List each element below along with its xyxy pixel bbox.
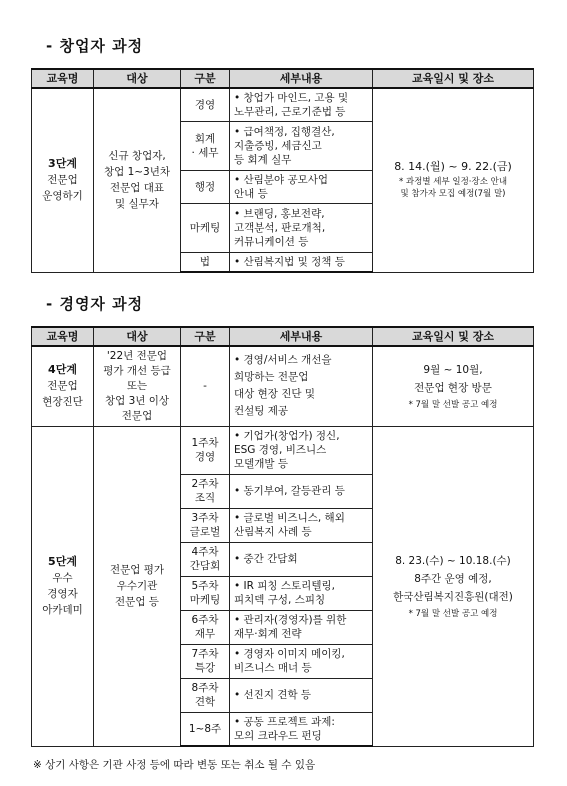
- category-label: 마케팅: [189, 594, 221, 606]
- level-line: 경영자: [47, 588, 78, 600]
- category-label: 회계: [194, 132, 216, 145]
- category-cell: [181, 542, 230, 576]
- detail-line: • IR 피칭 스토리텔링,: [234, 580, 335, 592]
- schedule-note: * 7월 말 선발 공고 예정: [408, 400, 498, 411]
- target-line: 우수기관: [116, 580, 158, 592]
- detail-cell: [230, 508, 373, 542]
- category-label: 마케팅: [189, 221, 221, 234]
- detail-line: 재무·회계 전략: [234, 628, 302, 640]
- detail-cell: [230, 88, 373, 121]
- detail-line: 모델개발 등: [234, 458, 289, 470]
- category-label: 6주차: [191, 614, 219, 626]
- detail-line: • 산림분야 공모사업: [234, 173, 329, 186]
- target-line: '22년 전문업: [106, 349, 168, 362]
- level-line: 전문업: [47, 174, 78, 187]
- table-row: [32, 88, 534, 121]
- category-label: 2주차: [191, 478, 219, 490]
- target-cell: [94, 426, 181, 746]
- schedule-dates: 8. 14.(월) ~ 9. 22.(금): [394, 160, 512, 174]
- target-line: 또는: [126, 379, 148, 392]
- category-cell: [181, 508, 230, 542]
- category-cell: [181, 712, 230, 746]
- level-label: 4단계: [48, 363, 77, 377]
- category-cell: [181, 346, 230, 426]
- category-label: 8주차: [191, 682, 219, 694]
- category-label: 행정: [194, 180, 216, 193]
- detail-line: • 공동 프로젝트 과제:: [234, 715, 335, 728]
- header-category: 구분: [181, 327, 230, 346]
- category-cell: [181, 474, 230, 508]
- detail-line: 피치덱 구성, 스피칭: [234, 594, 326, 606]
- category-cell: [181, 252, 230, 272]
- schedule-note: 및 참가자 모집 예정(7월 말): [400, 189, 506, 200]
- level-line: 운영하기: [42, 190, 83, 203]
- table-header-row: [32, 69, 534, 88]
- schedule-line: 9월 ~ 10월,: [423, 364, 483, 377]
- table-row: [32, 346, 534, 426]
- startup-course-table: [31, 68, 534, 273]
- category-label: 4주차: [191, 546, 219, 558]
- detail-line: 커뮤니케이션 등: [234, 235, 309, 248]
- detail-line: • 창업가 마인드, 고용 및: [234, 91, 349, 104]
- detail-line: 대상 현장 진단 및: [234, 388, 316, 401]
- level-label: 5단계: [48, 555, 77, 568]
- category-cell: [181, 610, 230, 644]
- category-cell: [181, 644, 230, 678]
- section-title-manager: - 경영자 과정: [46, 295, 144, 313]
- category-cell: [181, 203, 230, 252]
- category-label: 1~8주: [188, 722, 222, 735]
- schedule-line: 전문업 현장 방문: [414, 382, 492, 395]
- target-line: 전문업 대표: [109, 182, 165, 195]
- detail-line: 컨설팅 제공: [234, 405, 289, 418]
- target-cell: [94, 88, 181, 272]
- header-schedule: 교육일시 및 장소: [373, 69, 534, 88]
- detail-line: 등 회계 실무: [234, 153, 292, 166]
- detail-line: • 경영/서비스 개선을: [234, 354, 332, 367]
- schedule-note: * 7월 말 선발 공고 예정: [408, 609, 498, 619]
- detail-line: 산림복지 사례 등: [234, 526, 312, 538]
- category-label: 경영: [194, 98, 216, 111]
- category-cell: [181, 426, 230, 474]
- detail-cell: [230, 346, 373, 426]
- header-details: 세부내용: [230, 69, 373, 88]
- detail-line: 안내 등: [234, 187, 268, 200]
- target-line: 창업 1~3년차: [103, 166, 171, 179]
- category-label: 글로벌: [189, 526, 221, 538]
- level-line: 우수: [52, 572, 73, 584]
- detail-cell: [230, 678, 373, 712]
- target-cell: [94, 346, 181, 426]
- category-cell: [181, 170, 230, 203]
- course-level-cell: [32, 346, 94, 426]
- category-label: · 세무: [191, 146, 219, 159]
- detail-line: 지출증빙, 세금신고: [234, 139, 322, 152]
- header-target: 대상: [94, 69, 181, 88]
- detail-cell: [230, 610, 373, 644]
- schedule-cell: [373, 88, 534, 272]
- schedule-cell: [373, 426, 534, 746]
- category-label: 재무: [194, 628, 216, 640]
- target-line: 및 실무자: [115, 198, 159, 211]
- detail-cell: [230, 203, 373, 252]
- header-course-name: 교육명: [32, 69, 94, 88]
- target-line: 전문업: [121, 409, 153, 422]
- target-line: 전문업 평가: [109, 564, 165, 576]
- table-row: [32, 426, 534, 474]
- detail-line: • 중간 간담회: [234, 553, 298, 565]
- detail-line: • 글로벌 비즈니스, 해외: [234, 512, 345, 524]
- course-level-cell: [32, 426, 94, 746]
- category-cell: [181, 88, 230, 121]
- header-course-name: 교육명: [32, 327, 94, 346]
- category-label: -: [203, 380, 207, 393]
- header-target: 대상: [94, 327, 181, 346]
- category-cell: [181, 576, 230, 610]
- detail-cell: [230, 252, 373, 272]
- level-line: 전문업: [47, 380, 78, 393]
- schedule-cell: [373, 346, 534, 426]
- category-label: 법: [199, 255, 211, 268]
- detail-cell: [230, 426, 373, 474]
- detail-line: • 브랜딩, 홍보전략,: [234, 207, 325, 220]
- category-cell: [181, 121, 230, 170]
- category-label: 1주차: [191, 437, 219, 449]
- level-line: 아카데미: [42, 604, 83, 616]
- header-details: 세부내용: [230, 327, 373, 346]
- detail-line: 모의 크라우드 펀딩: [234, 729, 322, 742]
- detail-line: 노무관리, 근로기준법 등: [234, 105, 346, 118]
- level-label: 3단계: [48, 157, 77, 171]
- table-header-row: [32, 327, 534, 346]
- detail-cell: [230, 644, 373, 678]
- schedule-line: 8. 23.(수) ~ 10.18.(수): [395, 555, 511, 567]
- manager-course-table: [31, 326, 534, 747]
- level-line: 현장진단: [42, 396, 83, 409]
- target-line: 전문업 등: [115, 596, 159, 608]
- category-label: 7주차: [191, 648, 219, 660]
- target-line: 신규 창업자,: [108, 150, 166, 163]
- target-line: 창업 3년 이상: [104, 394, 170, 407]
- target-line: 평가 개선 등급: [103, 364, 171, 377]
- header-category: 구분: [181, 69, 230, 88]
- category-label: 간담회: [189, 560, 221, 572]
- detail-line: 고객분석, 판로개척,: [234, 221, 326, 234]
- category-cell: [181, 678, 230, 712]
- detail-line: • 경영자 이미지 메이킹,: [234, 648, 345, 660]
- detail-line: • 기업가(창업가) 정신,: [234, 430, 340, 442]
- detail-line: • 선진지 견학 등: [234, 689, 312, 701]
- detail-line: • 동기부여, 갈등관리 등: [234, 485, 345, 497]
- detail-cell: [230, 576, 373, 610]
- footer-note: ※ 상기 사항은 기관 사정 등에 따라 변동 또는 취소 될 수 있음: [33, 759, 316, 771]
- detail-cell: [230, 170, 373, 203]
- detail-line: • 급여책정, 집행결산,: [234, 125, 335, 138]
- header-schedule: 교육일시 및 장소: [373, 327, 534, 346]
- schedule-note: * 과정별 세부 일정·장소 안내: [398, 177, 508, 188]
- category-label: 특강: [194, 662, 216, 674]
- course-level-cell: [32, 88, 94, 272]
- detail-cell: [230, 542, 373, 576]
- schedule-line: 8주간 운영 예정,: [414, 573, 492, 585]
- detail-line: • 산림복지법 및 정책 등: [234, 255, 345, 268]
- category-label: 3주차: [191, 512, 219, 524]
- category-label: 경영: [194, 451, 216, 463]
- category-label: 5주차: [191, 580, 219, 592]
- schedule-line: 한국산림복지진흥원(대전): [393, 591, 513, 603]
- detail-line: • 관리자(경영자)를 위한: [234, 614, 347, 626]
- detail-cell: [230, 474, 373, 508]
- category-label: 조직: [194, 492, 216, 504]
- category-label: 견학: [194, 696, 216, 708]
- detail-line: 희망하는 전문업: [234, 371, 309, 384]
- detail-line: 비즈니스 매너 등: [234, 662, 312, 674]
- detail-cell: [230, 121, 373, 170]
- detail-line: ESG 경영, 비즈니스: [234, 444, 327, 456]
- detail-cell: [230, 712, 373, 746]
- section-title-startup: - 창업자 과정: [46, 37, 144, 55]
